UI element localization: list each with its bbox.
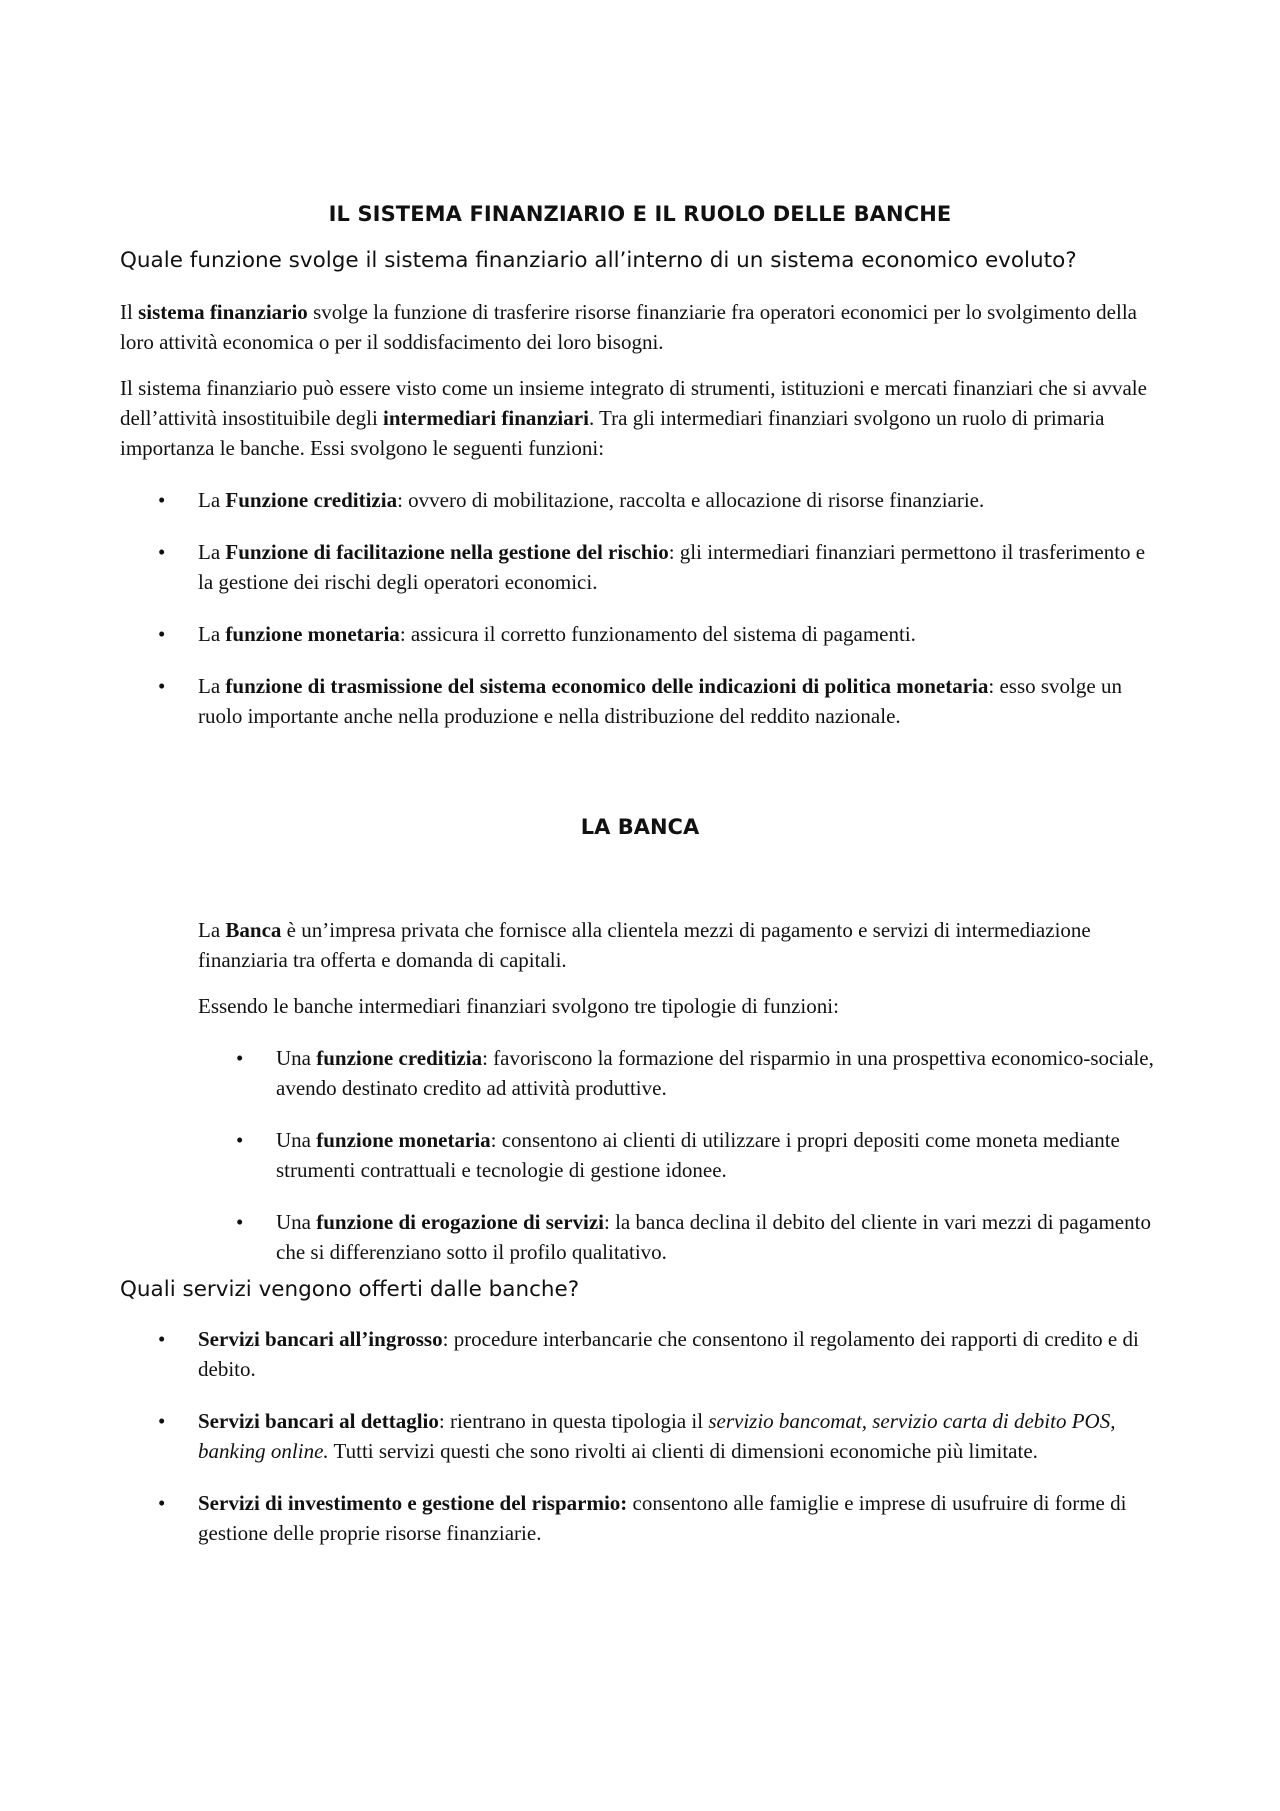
bullet-icon: • [158,622,166,646]
item-bold: Servizi bancari all’ingrosso [198,1327,443,1351]
item-text: consentono alle famiglie e imprese di usufruire di forme di gestione delle proprie risorse finanziarie. [198,1491,1127,1545]
p1-text-c: svolge la funzione di trasferire risorse finanziarie fra operatori economici per lo svolgimento della loro attività economica o per il soddisfacimento dei loro bisogni. [120,300,1137,354]
item-prefix: Una [276,1210,317,1234]
item-italic: servizio bancomat, servizio carta di debito POS, banking online. [198,1409,1116,1463]
paragraph-banca [198,915,1160,975]
item-bold: funzione di trasmissione del sistema economico delle indicazioni di politica monetaria [225,674,989,698]
item-text: : esso svolge un ruolo importante anche nella produzione e nella distribuzione del reddito nazionale. [198,674,1122,728]
list-item [120,1488,1160,1548]
item-text: : la banca declina il debito del cliente in vari mezzi di pagamento che si differenziano sotto il profilo qualitativo. [276,1210,1151,1264]
item-text: : gli intermediari finanziari permettono il trasferimento e la gestione dei rischi degli operatori economici. [198,540,1146,594]
paragraph-tipologie: Essendo le banche intermediari finanziari svolgono tre tipologie di funzioni: [198,994,839,1018]
banca-section [198,915,1160,1267]
bullet-icon: • [158,488,166,512]
item-bold: Funzione di facilitazione nella gestione del rischio [225,540,669,564]
list-item [120,671,1160,731]
list-item [198,1207,1160,1267]
paragraph-intermediari [120,373,1160,463]
list-item [120,1406,1160,1466]
item-text: : favoriscono la formazione del risparmio in una prospettiva economico-sociale, avendo destinato credito ad attività produttive. [276,1046,1154,1100]
paragraph-sistema-finanziario [120,297,1160,357]
bullet-icon: • [158,1327,166,1351]
bullet-icon: • [158,1491,166,1515]
p2-text-c: . Tra gli intermediari finanziari svolgono un ruolo di primaria importanza le banche. Essi svolgono le seguenti funzioni: [120,406,1105,460]
document-page [120,202,1160,1570]
p2-text-a: Il sistema finanziario può essere visto come un insieme integrato di strumenti, istituzioni e mercati finanziari che si avvale dell’attività insostituibile degli [120,376,1147,430]
question-1: Quale funzione svolge il sistema finanziario all’interno di un sistema economico evoluto? [120,248,1077,273]
item-prefix: La [198,622,226,646]
item-prefix: La [198,540,226,564]
functions-list [120,485,1160,731]
item-bold: funzione creditizia [316,1046,483,1070]
bullet-icon: • [236,1210,244,1234]
item-text: : rientrano in questa tipologia il [438,1409,709,1433]
item-bold: funzione monetaria [316,1128,491,1152]
list-item [120,1324,1160,1384]
item-bold: Servizi bancari al dettaglio [198,1409,439,1433]
list-item [198,1125,1160,1185]
item-bold: Funzione creditizia [225,488,398,512]
p1-bold: sistema finanziario [138,300,308,324]
bank-functions-list [198,1043,1160,1267]
item-bold: funzione di erogazione di servizi [316,1210,605,1234]
document-title: IL SISTEMA FINANZIARIO E IL RUOLO DELLE BANCHE [328,202,952,226]
services-list [120,1324,1160,1548]
item-text: : consentono ai clienti di utilizzare i propri depositi come moneta mediante strumenti contrattuali e tecnologie di gestione idonee. [276,1128,1120,1182]
bullet-icon: • [158,674,166,698]
bullet-icon: • [158,540,166,564]
p3-text-c: è un’impresa privata che fornisce alla clientela mezzi di pagamento e servizi di intermediazione finanziaria tra offerta e domanda di capitali. [198,918,1091,972]
item-text: : ovvero di mobilitazione, raccolta e allocazione di risorse finanziarie. [397,488,985,512]
question-2: Quali servizi vengono offerti dalle banche? [120,1277,580,1302]
item-bold: funzione monetaria [225,622,400,646]
item-prefix: La [198,488,226,512]
bullet-icon: • [236,1128,244,1152]
p3-bold: Banca [225,918,282,942]
list-item [120,619,1160,649]
section-title-banca: LA BANCA [580,815,700,839]
p2-bold: intermediari finanziari [383,406,589,430]
item-prefix: La [198,674,226,698]
list-item [120,537,1160,597]
item-prefix: Una [276,1046,317,1070]
list-item [120,485,1160,515]
item-text: : assicura il corretto funzionamento del sistema di pagamenti. [399,622,916,646]
bullet-icon: • [236,1046,244,1070]
item-text-2: Tutti servizi questi che sono rivolti ai clienti di dimensioni economiche più limitate. [328,1439,1038,1463]
bullet-icon: • [158,1409,166,1433]
item-prefix: Una [276,1128,317,1152]
item-bold: Servizi di investimento e gestione del risparmio: [198,1491,628,1515]
list-item [198,1043,1160,1103]
p1-text-a: Il [120,300,139,324]
item-text: : procedure interbancarie che consentono il regolamento dei rapporti di credito e di debito. [198,1327,1139,1381]
p3-text-a: La [198,918,226,942]
